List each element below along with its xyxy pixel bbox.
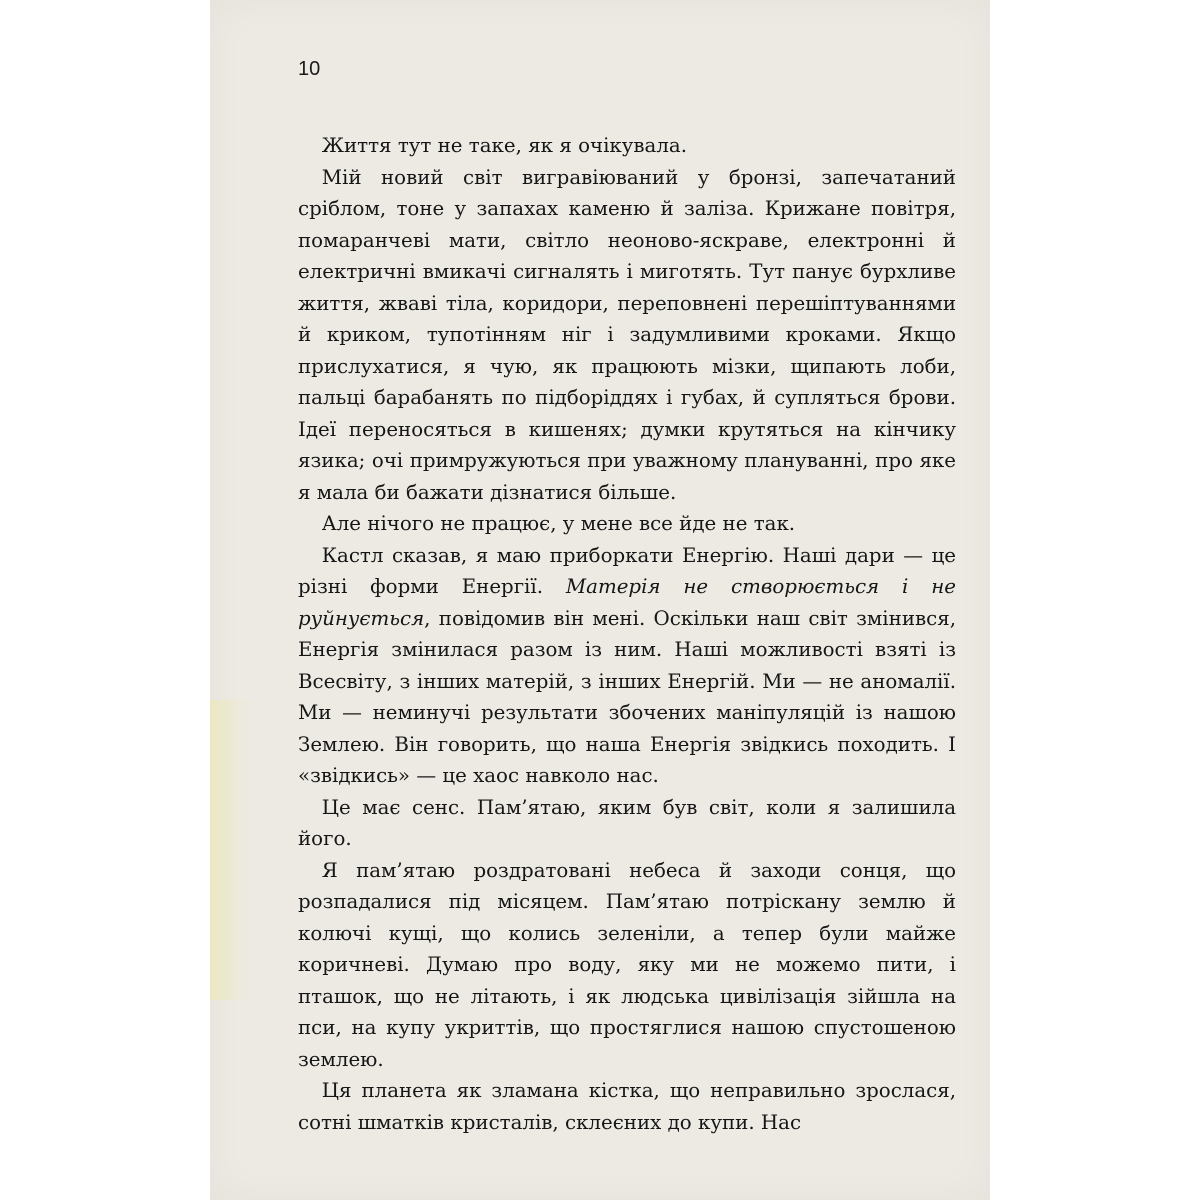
paragraph-2: Мій новий світ вигравіюваний у бронзі, запечатаний сріблом, тоне у запахах каменю й заліза. Крижане повітря, помаранчеві мати, світло неоново-яскраве, електронні й електричні вмикачі сигналять і миготять. Тут панує бурхливе життя, жваві тіла, коридори, переповнені перешіптуваннями й криком, тупотінням ніг і задумливими кроками. Якщо прислухатися, я чую, як працюють мізки, щипають лоби, пальці барабанять по підборіддях і губах, й супляться брови. Ідеї переносяться в кишенях; думки крутяться на кінчику язика; очі примружуються при уважному плануванні, про яке я мала би бажати дізнатися більше. xyxy=(298,165,956,504)
paragraph-1: Життя тут не таке, як я очікувала. xyxy=(321,134,687,157)
paragraph-4: Кастл сказав, я маю приборкати Енергію. Наші дари — це різні форми Енергії. Матерія не створюється і не руйнується, повідомив він мені. Оскільки наш світ змінився, Енергія змінилася разом із ним. Наші можливості взяті із Всесвіту, з інших матерій, з інших Енергій. Ми — не аномалії. Ми — неминучі результати збочених маніпуляцій із нашою Землею. Він говорить, що наша Енергія звідкись походить. І «звідкись» — це хаос навколо нас. xyxy=(298,543,957,787)
paragraph-3: Але нічого не працює, у мене все йде не так. xyxy=(321,512,796,535)
page-number: 10 xyxy=(298,58,321,80)
paragraph-7: Ця планета як зламана кістка, що неправильно зрослася, сотні шматків кристалів, склеєних до купи. Нас xyxy=(298,1079,956,1134)
paragraph-6: Я пам’ятаю роздратовані небеса й заходи сонця, що розпадалися під місяцем. Пам’ятаю потріскану землю й колючі кущі, що колись зеленіли, а тепер були майже коричневі. Думаю про воду, яку ми не можемо пити, і пташок, що не літають, і як людська цивілізація зійшла на пси, на купу укриттів, що простяглися нашою спустошеною землею. xyxy=(298,858,956,1071)
book-page xyxy=(210,0,990,1200)
body-text xyxy=(298,130,956,1138)
page-discoloration xyxy=(210,700,250,1000)
paragraph-5: Це має сенс. Пам’ятаю, яким був світ, коли я залишила його. xyxy=(298,795,956,850)
italic-quote: Матерія не створюється і не руйнується xyxy=(298,575,957,630)
